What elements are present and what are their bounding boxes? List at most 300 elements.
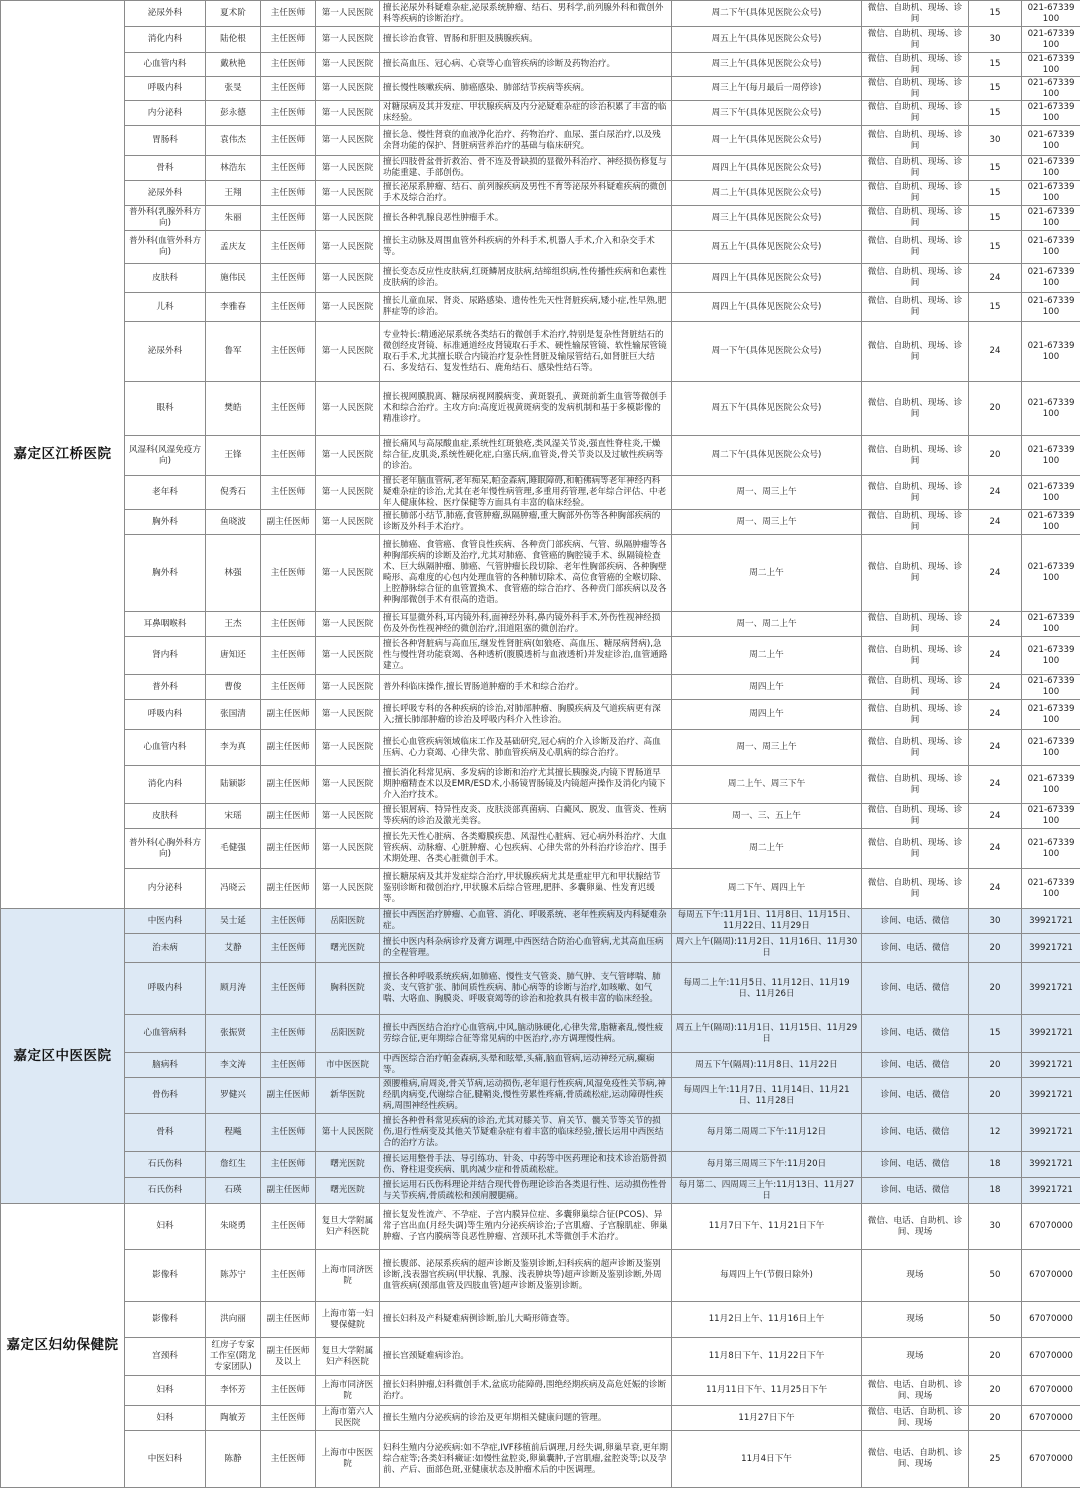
schedule-cell: 周四上午(具体见医院公众号)	[672, 293, 862, 322]
specialty-cell: 擅长心血管疾病领域临床工作及基础研究,冠心病的介入诊断及治疗、高血压病、心力衰竭、心律失常、肺血管疾病及心肌病的综合治疗。	[380, 730, 672, 766]
doctor-cell: 陆颖影	[206, 766, 261, 804]
doctor-cell: 詹红生	[206, 1152, 261, 1178]
booking-cell: 微信、自助机、现场、诊间	[862, 181, 969, 206]
department-cell: 妇科	[125, 1376, 206, 1406]
doctor-cell: 李怀芳	[206, 1376, 261, 1406]
booking-cell: 微信、电话、自助机、诊间、现场	[862, 1406, 969, 1431]
booking-cell: 微信、自助机、现场、诊间	[862, 101, 969, 126]
table-row	[1, 53, 1080, 77]
phone-cell: 67070000	[1022, 1250, 1080, 1302]
doctor-cell: 陈苏宁	[206, 1250, 261, 1302]
table-row	[1, 1053, 1080, 1078]
department-cell: 骨伤科	[125, 1078, 206, 1114]
phone-cell: 67070000	[1022, 1431, 1080, 1488]
department-cell: 眼科	[125, 382, 206, 436]
title-cell: 主任医师	[261, 322, 316, 382]
doctor-cell: 王杰	[206, 612, 261, 637]
specialty-cell: 擅长各种肾脏病与高血压,继发性肾脏病(如狼疮、高血压、糖尿病肾病),急性与慢性肾功能衰竭、各种透析(腹膜透析与血液透析)并发症诊治,血管通路建立。	[380, 637, 672, 675]
schedule-cell: 11月27日下午	[672, 1406, 862, 1431]
table-row	[1, 1431, 1080, 1488]
table-row	[1, 27, 1080, 53]
quota-cell: 50	[969, 1302, 1022, 1338]
source-hospital-cell: 曙光医院	[316, 1178, 380, 1204]
booking-cell: 诊间、电话、微信	[862, 963, 969, 1015]
doctor-cell: 吴士延	[206, 909, 261, 934]
title-cell: 主任医师	[261, 231, 316, 264]
department-cell: 中医妇科	[125, 1431, 206, 1488]
department-cell: 骨科	[125, 156, 206, 181]
title-cell: 副主任医师	[261, 804, 316, 829]
source-hospital-cell: 复旦大学附属妇产科医院	[316, 1204, 380, 1250]
specialty-cell: 擅长各种乳腺良恶性肿瘤手术。	[380, 206, 672, 231]
title-cell: 副主任医师	[261, 869, 316, 909]
phone-cell: 021-67339100	[1022, 382, 1080, 436]
phone-cell: 39921721	[1022, 963, 1080, 1015]
department-cell: 治未病	[125, 934, 206, 963]
schedule-cell: 周三上午(具体见医院公众号)	[672, 206, 862, 231]
schedule-cell: 周四上午	[672, 675, 862, 700]
booking-cell: 微信、自助机、现场、诊间	[862, 293, 969, 322]
booking-cell: 微信、电话、自助机、诊间、现场	[862, 1431, 969, 1488]
booking-cell: 现场	[862, 1302, 969, 1338]
phone-cell: 67070000	[1022, 1376, 1080, 1406]
booking-cell: 诊间、电话、微信	[862, 909, 969, 934]
quota-cell: 24	[969, 766, 1022, 804]
source-hospital-cell: 第一人民医院	[316, 612, 380, 637]
doctor-cell: 罗健兴	[206, 1078, 261, 1114]
doctor-cell: 陆伦根	[206, 27, 261, 53]
doctor-cell: 毛健强	[206, 829, 261, 869]
specialty-cell: 专业特长:精通泌尿系统各类结石的微创手术治疗,特别是复杂性肾脏结石的微创经皮肾镜、标准通道经皮肾镜取石手术、硬性输尿管镜、软性输尿管镜取石手术,尤其擅长联合内镜治疗复杂性肾脏及输尿管结石,如肾脏巨大结石、多发结石、复发性结石、鹿角结石、感染性结石等。	[380, 322, 672, 382]
department-cell: 胸外科	[125, 510, 206, 535]
schedule-cell: 周一、周三上午	[672, 730, 862, 766]
title-cell: 主任医师	[261, 675, 316, 700]
title-cell: 主任医师	[261, 1250, 316, 1302]
phone-cell: 021-67339100	[1022, 730, 1080, 766]
quota-cell: 24	[969, 804, 1022, 829]
phone-cell: 39921721	[1022, 1178, 1080, 1204]
department-cell: 心血管内科	[125, 730, 206, 766]
title-cell: 主任医师	[261, 476, 316, 510]
title-cell: 副主任医师	[261, 1178, 316, 1204]
quota-cell: 15	[969, 1015, 1022, 1053]
table-row	[1, 101, 1080, 126]
schedule-cell: 周五上午(具体见医院公众号)	[672, 231, 862, 264]
title-cell: 主任医师	[261, 1376, 316, 1406]
phone-cell: 021-67339100	[1022, 181, 1080, 206]
title-cell: 主任医师	[261, 126, 316, 156]
source-hospital-cell: 上海市第一妇婴保健院	[316, 1302, 380, 1338]
specialty-cell: 中西医综合治疗帕金森病,头晕和眩晕,头痛,脑血管病,运动神经元病,癫痫等。	[380, 1053, 672, 1078]
source-hospital-cell: 第一人民医院	[316, 322, 380, 382]
quota-cell: 20	[969, 934, 1022, 963]
phone-cell: 39921721	[1022, 1015, 1080, 1053]
specialty-cell: 擅长宫颈疑难病诊治。	[380, 1338, 672, 1376]
quota-cell: 20	[969, 1406, 1022, 1431]
schedule-cell: 11月4日下午	[672, 1431, 862, 1488]
quota-cell: 20	[969, 382, 1022, 436]
schedule-cell: 每月第二、四周周三上午:11月13日、11月27日	[672, 1178, 862, 1204]
source-hospital-cell: 第一人民医院	[316, 264, 380, 293]
booking-cell: 微信、电话、自助机、诊间、现场	[862, 1376, 969, 1406]
booking-cell: 微信、自助机、现场、诊间	[862, 436, 969, 476]
title-cell: 主任医师	[261, 1431, 316, 1488]
department-cell: 儿科	[125, 293, 206, 322]
quota-cell: 24	[969, 730, 1022, 766]
table-row	[1, 77, 1080, 101]
specialty-cell: 擅长泌尿系肿瘤、结石、前列腺疾病及男性不育等泌尿外科疑难疾病的微创手术及综合治疗。	[380, 181, 672, 206]
table-row	[1, 637, 1080, 675]
quota-cell: 15	[969, 206, 1022, 231]
booking-cell: 微信、自助机、现场、诊间	[862, 804, 969, 829]
phone-cell: 021-67339100	[1022, 126, 1080, 156]
schedule-cell: 每周四上午:11月7日、11月14日、11月21日、11月28日	[672, 1078, 862, 1114]
quota-cell: 20	[969, 1078, 1022, 1114]
doctor-cell: 张旻	[206, 77, 261, 101]
title-cell: 副主任医师	[261, 766, 316, 804]
doctor-cell: 曹俊	[206, 675, 261, 700]
booking-cell: 诊间、电话、微信	[862, 1053, 969, 1078]
doctor-cell: 倪秀石	[206, 476, 261, 510]
specialty-cell: 擅长急、慢性肾衰的血液净化治疗、药物治疗、血尿、蛋白尿治疗,以及残余肾功能的保护、肾脏病营养治疗的基础与临床研究。	[380, 126, 672, 156]
title-cell: 主任医师	[261, 637, 316, 675]
schedule-cell: 周五上午(隔周):11月1日、11月15日、11月29日	[672, 1015, 862, 1053]
quota-cell: 24	[969, 476, 1022, 510]
specialty-cell: 擅长中西医结合治疗心血管病,中风,脑动脉硬化,心律失常,脂糖紊乱,慢性疲劳综合征,更年期综合征等常见病的中医治疗,亦方调理慢性病。	[380, 1015, 672, 1053]
quota-cell: 24	[969, 829, 1022, 869]
quota-cell: 30	[969, 126, 1022, 156]
title-cell: 主任医师	[261, 53, 316, 77]
quota-cell: 20	[969, 1376, 1022, 1406]
source-hospital-cell: 第一人民医院	[316, 77, 380, 101]
source-hospital-cell: 第一人民医院	[316, 382, 380, 436]
quota-cell: 24	[969, 612, 1022, 637]
specialty-cell: 擅长妇科肿瘤,妇科微创手术,盆底功能障碍,围绝经期疾病及高危妊娠的诊断治疗。	[380, 1376, 672, 1406]
department-cell: 妇科	[125, 1204, 206, 1250]
booking-cell: 微信、自助机、现场、诊间	[862, 264, 969, 293]
booking-cell: 微信、自助机、现场、诊间	[862, 231, 969, 264]
department-cell: 石氏伤科	[125, 1152, 206, 1178]
quota-cell: 30	[969, 1204, 1022, 1250]
booking-cell: 诊间、电话、微信	[862, 1178, 969, 1204]
quota-cell: 20	[969, 1338, 1022, 1376]
source-hospital-cell: 第一人民医院	[316, 436, 380, 476]
doctor-cell: 陶敏芳	[206, 1406, 261, 1431]
source-hospital-cell: 第一人民医院	[316, 231, 380, 264]
department-cell: 心血管病科	[125, 1015, 206, 1053]
schedule-cell: 周六上午(隔周):11月2日、11月16日、11月30日	[672, 934, 862, 963]
source-hospital-cell: 第一人民医院	[316, 700, 380, 730]
booking-cell: 诊间、电话、微信	[862, 1015, 969, 1053]
specialty-cell: 擅长变态反应性皮肤病,红斑鳞屑皮肤病,结缔组织病,性传播性疾病和色素性皮肤病的诊治。	[380, 264, 672, 293]
department-cell: 内分泌科	[125, 101, 206, 126]
title-cell: 副主任医师	[261, 700, 316, 730]
table-row	[1, 1302, 1080, 1338]
schedule-cell: 周三下午(具体见医院公众号)	[672, 101, 862, 126]
table-row	[1, 476, 1080, 510]
phone-cell: 39921721	[1022, 1152, 1080, 1178]
schedule-cell: 每周五下午:11月1日、11月8日、11月15日、11月22日、11月29日	[672, 909, 862, 934]
phone-cell: 021-67339100	[1022, 510, 1080, 535]
specialty-cell: 颈腰椎病,肩周炎,骨关节病,运动损伤,老年退行性疾病,风湿免疫性关节病,神经肌肉病变,代谢综合征,腱鞘炎,慢性劳累性疼痛,骨质疏松症,运动障碍性疾病,周围神经性疾病。	[380, 1078, 672, 1114]
source-hospital-cell: 市中医医院	[316, 1053, 380, 1078]
table-row	[1, 293, 1080, 322]
specialty-cell: 擅长消化科常见病、多发病的诊断和治疗尤其擅长胰腺炎,内镜下胃肠道早期肿瘤精查术以及EMR/ESD术,小肠镜胃肠镜及内镜超声操作及消化内镜下介入治疗技术。	[380, 766, 672, 804]
specialty-cell: 擅长复发性流产、不孕症、子宫内膜异位症、多囊卵巢综合征(PCOS)、异常子宫出血(月经失调)等生殖内分泌疾病诊治;子宫肌瘤、子宫腺肌症、卵巢肿瘤、子宫内膜病等良恶性肿瘤、宫颈环扎术等微创手术治疗。	[380, 1204, 672, 1250]
specialty-cell: 擅长先天性心脏病、各类瓣膜疾患、风湿性心脏病、冠心病外科治疗、大血管疾病、动脉瘤、心脏肿瘤、心包疾病、心律失常的外科治疗诊治疗、围手术期处理、各类心脏微创手术。	[380, 829, 672, 869]
source-hospital-cell: 第一人民医院	[316, 53, 380, 77]
schedule-cell: 周二下午(具体见医院公众号)	[672, 436, 862, 476]
department-cell: 胸外科	[125, 535, 206, 612]
phone-cell: 021-67339100	[1022, 535, 1080, 612]
specialty-cell: 擅长银屑病、特异性皮炎、皮肤淡部真菌病、白癜风、脱发、血管炎、性病等疾病的诊治及激光美容。	[380, 804, 672, 829]
source-hospital-cell: 新华医院	[316, 1078, 380, 1114]
source-hospital-cell: 上海市第六人民医院	[316, 1406, 380, 1431]
booking-cell: 微信、自助机、现场、诊间	[862, 612, 969, 637]
schedule-cell: 周二上午	[672, 829, 862, 869]
title-cell: 主任医师	[261, 1406, 316, 1431]
department-cell: 普外科(心胸外科方向)	[125, 829, 206, 869]
quota-cell: 50	[969, 1250, 1022, 1302]
table-row	[1, 1078, 1080, 1114]
department-cell: 皮肤科	[125, 804, 206, 829]
table-row	[1, 510, 1080, 535]
department-cell: 耳鼻咽喉科	[125, 612, 206, 637]
title-cell: 主任医师	[261, 264, 316, 293]
schedule-cell: 周一、周三上午	[672, 510, 862, 535]
specialty-cell: 擅长妇科及产科疑难病例诊断,胎儿大畸形筛查等。	[380, 1302, 672, 1338]
booking-cell: 微信、自助机、现场、诊间	[862, 322, 969, 382]
department-cell: 呼吸内科	[125, 963, 206, 1015]
source-hospital-cell: 胸科医院	[316, 963, 380, 1015]
department-cell: 石氏伤科	[125, 1178, 206, 1204]
table-row	[1, 264, 1080, 293]
source-hospital-cell: 曙光医院	[316, 934, 380, 963]
phone-cell: 021-67339100	[1022, 293, 1080, 322]
phone-cell: 39921721	[1022, 1053, 1080, 1078]
schedule-cell: 周五下午(具体见医院公众号)	[672, 382, 862, 436]
booking-cell: 微信、自助机、现场、诊间	[862, 156, 969, 181]
booking-cell: 微信、自助机、现场、诊间	[862, 382, 969, 436]
phone-cell: 021-67339100	[1022, 156, 1080, 181]
doctor-cell: 彭永德	[206, 101, 261, 126]
quota-cell: 24	[969, 535, 1022, 612]
table-row	[1, 126, 1080, 156]
phone-cell: 021-67339100	[1022, 322, 1080, 382]
phone-cell: 39921721	[1022, 909, 1080, 934]
doctor-cell: 宋瑶	[206, 804, 261, 829]
hospital-name-cell: 嘉定区中医医院	[1, 909, 125, 1204]
source-hospital-cell: 第十人民医院	[316, 1114, 380, 1152]
title-cell: 主任医师	[261, 1053, 316, 1078]
doctor-cell: 唐知还	[206, 637, 261, 675]
title-cell: 主任医师	[261, 101, 316, 126]
specialty-cell: 擅长肺癌、食管癌、食管良性疾病、各种贲门部疾病、气管、纵隔肿瘤等各种胸部疾病的诊断及治疗,尤其对肺癌、食管癌的胸腔镜手术、纵隔镜检查术、巨大纵隔肿瘤、肺癌、气管肿瘤长段切除、老年性胸部疾病、各种胸壁畸形、高难度的心包内处理血管的各种肺切除术、高位食管癌的全喉切除、上腔静脉综合征的血管置换术、食管癌的综合治疗、各种贲门部疾病以及各种胸部微创手术有很高的造诣。	[380, 535, 672, 612]
source-hospital-cell: 第一人民医院	[316, 804, 380, 829]
phone-cell: 021-67339100	[1022, 27, 1080, 53]
quota-cell: 18	[969, 1152, 1022, 1178]
schedule-cell: 周一、周二上午	[672, 612, 862, 637]
booking-cell: 诊间、电话、微信	[862, 934, 969, 963]
phone-cell: 021-67339100	[1022, 231, 1080, 264]
schedule-cell: 周四上午(具体见医院公众号)	[672, 264, 862, 293]
source-hospital-cell: 第一人民医院	[316, 730, 380, 766]
department-cell: 中医内科	[125, 909, 206, 934]
table-row	[1, 206, 1080, 231]
schedule-cell: 周二下午(具体见医院公众号)	[672, 1, 862, 27]
phone-cell: 021-67339100	[1022, 1, 1080, 27]
table-body	[1, 1, 1080, 1488]
schedule-cell: 周五上午(具体见医院公众号)	[672, 27, 862, 53]
phone-cell: 021-67339100	[1022, 675, 1080, 700]
table-row	[1, 1376, 1080, 1406]
booking-cell: 微信、自助机、现场、诊间	[862, 206, 969, 231]
title-cell: 主任医师	[261, 156, 316, 181]
specialty-cell: 擅长各种呼吸系统疾病,如肺癌、慢性支气管炎、肺气肿、支气管哮喘、肺炎、支气管扩张、肺间质性疾病、肺心病等的诊断与治疗,如咳嗽、如气喘、大咯血、胸膜炎、呼吸衰竭等的诊治和抢救具有极丰富的临床经验。	[380, 963, 672, 1015]
table-row	[1, 322, 1080, 382]
quota-cell: 15	[969, 1, 1022, 27]
table-row	[1, 700, 1080, 730]
schedule-cell: 周三上午(具体见医院公众号)	[672, 53, 862, 77]
source-hospital-cell: 曙光医院	[316, 1152, 380, 1178]
schedule-cell: 每月第二周周二下午:11月12日	[672, 1114, 862, 1152]
schedule-cell: 周一上午(具体见医院公众号)	[672, 126, 862, 156]
phone-cell: 021-67339100	[1022, 829, 1080, 869]
specialty-cell: 擅长慢性咳嗽疾病、肺癌感染、肺部结节疾病等疾病。	[380, 77, 672, 101]
title-cell: 副主任医师	[261, 829, 316, 869]
source-hospital-cell: 第一人民医院	[316, 156, 380, 181]
source-hospital-cell: 上海市同济医院	[316, 1250, 380, 1302]
phone-cell: 39921721	[1022, 1114, 1080, 1152]
source-hospital-cell: 岳阳医院	[316, 1015, 380, 1053]
table-row	[1, 1338, 1080, 1376]
phone-cell: 67070000	[1022, 1302, 1080, 1338]
department-cell: 普外科	[125, 675, 206, 700]
specialty-cell: 擅长耳显微外科,耳内镜外科,面神经外科,鼻内镜外科手术,外伤性视神经损伤及外伤性视神经的微创治疗,泪道阻塞的微创治疗。	[380, 612, 672, 637]
booking-cell: 微信、自助机、现场、诊间	[862, 730, 969, 766]
doctor-cell: 孟庆友	[206, 231, 261, 264]
booking-cell: 微信、自助机、现场、诊间	[862, 1, 969, 27]
doctor-cell: 袁伟杰	[206, 126, 261, 156]
title-cell: 主任医师	[261, 206, 316, 231]
phone-cell: 39921721	[1022, 1078, 1080, 1114]
table-row	[1, 909, 1080, 934]
department-cell: 内分泌科	[125, 869, 206, 909]
department-cell: 妇科	[125, 1406, 206, 1431]
booking-cell: 现场	[862, 1338, 969, 1376]
booking-cell: 微信、自助机、现场、诊间	[862, 53, 969, 77]
specialty-cell: 擅长肺部小结节,肺癌,食管肿瘤,纵隔肿瘤,重大胸部外伤等各种胸部疾病的诊断及外科手术治疗。	[380, 510, 672, 535]
department-cell: 影像科	[125, 1250, 206, 1302]
table-row	[1, 829, 1080, 869]
source-hospital-cell: 第一人民医院	[316, 869, 380, 909]
department-cell: 肾内科	[125, 637, 206, 675]
table-row	[1, 934, 1080, 963]
source-hospital-cell: 第一人民医院	[316, 675, 380, 700]
source-hospital-cell: 第一人民医院	[316, 101, 380, 126]
booking-cell: 微信、自助机、现场、诊间	[862, 675, 969, 700]
table-row	[1, 1178, 1080, 1204]
phone-cell: 021-67339100	[1022, 700, 1080, 730]
schedule-cell: 11月11日下午、11月25日下午	[672, 1376, 862, 1406]
department-cell: 泌尿外科	[125, 1, 206, 27]
quota-cell: 24	[969, 675, 1022, 700]
phone-cell: 021-67339100	[1022, 804, 1080, 829]
source-hospital-cell: 第一人民医院	[316, 1, 380, 27]
specialty-cell: 擅长四肢骨盆骨折救治、骨不连及骨缺损的显微外科治疗、神经损伤修复与功能重建、手部创伤。	[380, 156, 672, 181]
title-cell: 主任医师	[261, 963, 316, 1015]
schedule-cell: 周二上午、周三下午	[672, 766, 862, 804]
schedule-cell: 周二上午	[672, 535, 862, 612]
title-cell: 副主任医师	[261, 730, 316, 766]
source-hospital-cell: 第一人民医院	[316, 181, 380, 206]
specialty-cell: 擅长糖尿病及其并发症综合治疗,甲状腺疾病尤其是重症甲亢和甲状腺结节鉴别诊断和微创治疗,甲状腺术后综合管理,肥胖、多囊卵巢、性发育迟缓等。	[380, 869, 672, 909]
table-row	[1, 804, 1080, 829]
hospital-name-cell: 嘉定区江桥医院	[1, 1, 125, 909]
hospital-name-cell: 嘉定区妇幼保健院	[1, 1204, 125, 1488]
source-hospital-cell: 第一人民医院	[316, 535, 380, 612]
quota-cell: 18	[969, 1178, 1022, 1204]
schedule-cell: 周一下午(具体见医院公众号)	[672, 322, 862, 382]
table-row	[1, 675, 1080, 700]
quota-cell: 24	[969, 869, 1022, 909]
table-row	[1, 1250, 1080, 1302]
booking-cell: 诊间、电话、微信	[862, 1078, 969, 1114]
table-row	[1, 436, 1080, 476]
department-cell: 普外科(血管外科方向)	[125, 231, 206, 264]
specialty-cell: 擅长中医内科杂病诊疗及膏方调理,中西医结合防治心血管病,尤其高血压病的全程管理。	[380, 934, 672, 963]
phone-cell: 021-67339100	[1022, 264, 1080, 293]
specialty-cell: 对糖尿病及其并发症、甲状腺疾病及内分泌疑难杂症的诊治积累了丰富的临床经验。	[380, 101, 672, 126]
specialty-cell: 擅长生殖内分泌疾病的诊治及更年期相关健康问题的管理。	[380, 1406, 672, 1431]
source-hospital-cell: 上海市同济医院	[316, 1376, 380, 1406]
department-cell: 影像科	[125, 1302, 206, 1338]
quota-cell: 24	[969, 510, 1022, 535]
title-cell: 主任医师	[261, 77, 316, 101]
doctor-cell: 林浩东	[206, 156, 261, 181]
title-cell: 主任医师	[261, 1152, 316, 1178]
quota-cell: 15	[969, 101, 1022, 126]
table-row	[1, 1114, 1080, 1152]
booking-cell: 微信、电话、自助机、诊间、现场	[862, 1204, 969, 1250]
doctor-cell: 戴秋艳	[206, 53, 261, 77]
department-cell: 呼吸内科	[125, 77, 206, 101]
title-cell: 主任医师	[261, 436, 316, 476]
doctor-cell: 冯晓云	[206, 869, 261, 909]
booking-cell: 诊间、电话、微信	[862, 1114, 969, 1152]
schedule-cell: 周一、三、五上午	[672, 804, 862, 829]
specialty-cell: 擅长中西医治疗肿瘤、心血管、消化、呼吸系统、老年性疾病及内科疑难杂症。	[380, 909, 672, 934]
department-cell: 心血管内科	[125, 53, 206, 77]
title-cell: 主任医师	[261, 293, 316, 322]
source-hospital-cell: 第一人民医院	[316, 829, 380, 869]
phone-cell: 021-67339100	[1022, 53, 1080, 77]
quota-cell: 25	[969, 1431, 1022, 1488]
department-cell: 老年科	[125, 476, 206, 510]
department-cell: 消化内科	[125, 27, 206, 53]
quota-cell: 20	[969, 436, 1022, 476]
schedule-cell: 11月2日上午、11月16日上午	[672, 1302, 862, 1338]
doctor-cell: 陈静	[206, 1431, 261, 1488]
booking-cell: 微信、自助机、现场、诊间	[862, 535, 969, 612]
schedule-cell: 周二上午	[672, 637, 862, 675]
specialty-cell: 擅长各种骨科常见疾病的诊治,尤其对膝关节、肩关节、髋关节等关节的损伤,退行性病变及其他关节疑难杂症有着丰富的临床经验,擅长运用中西医结合的治疗方法。	[380, 1114, 672, 1152]
quota-cell: 24	[969, 700, 1022, 730]
schedule-cell: 周四上午	[672, 700, 862, 730]
department-cell: 消化内科	[125, 766, 206, 804]
title-cell: 主任医师	[261, 1204, 316, 1250]
booking-cell: 微信、自助机、现场、诊间	[862, 476, 969, 510]
